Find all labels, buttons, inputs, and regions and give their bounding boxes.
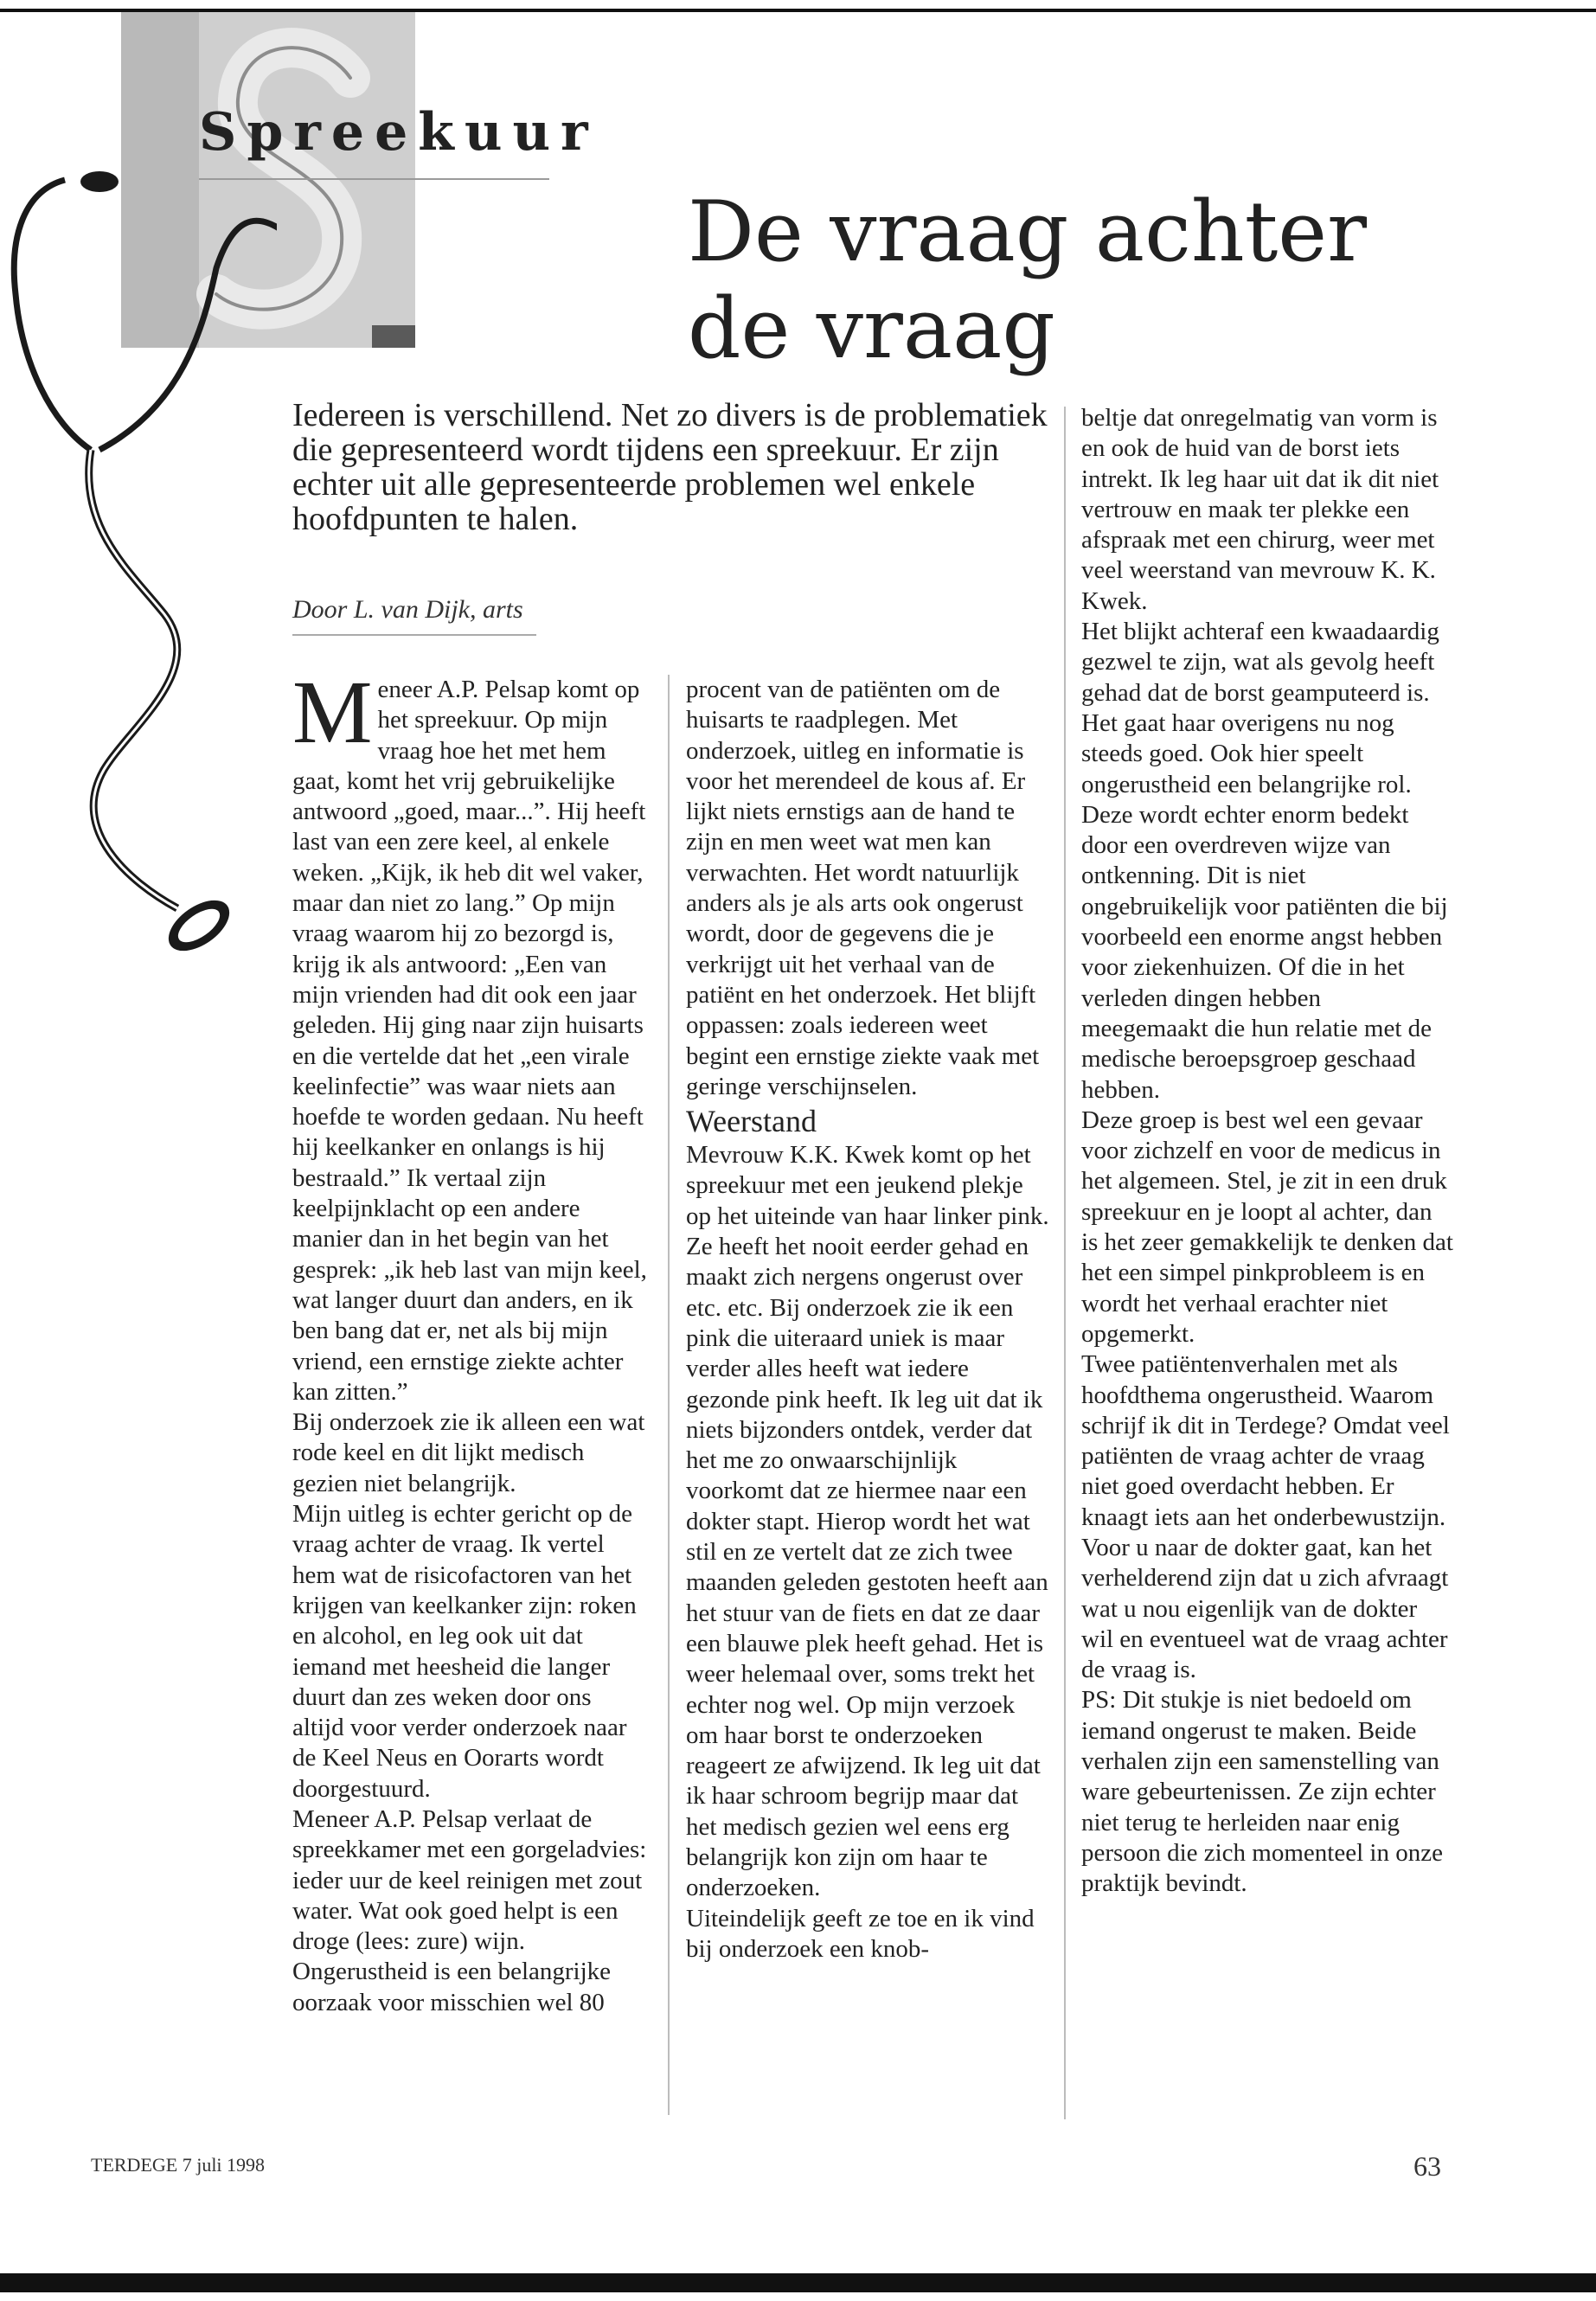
paragraph: Uiteindelijk geeft ze toe en ik vind bij onderzoek een knob- [686,1904,1035,1963]
subheading: Weerstand [686,1104,817,1139]
column-1 [292,663,647,2018]
paragraph: Deze groep is best wel een gevaar voor zichzelf en voor de medicus in het algemeen. Stel, je zit in een druk spreekuur en je loopt al achter, dan is het zeer gemakkelijk te denken dat het een simpel pinkprobleem is en wordt het verhaal erachter niet opgemerkt. [1081,1106,1453,1348]
paragraph: Het blijkt achteraf een kwaadaardig gezwel te zijn, wat als gevolg heeft gehad dat de borst geamputeerd is. Het gaat haar overigens nu nog steeds goed. Ook hier speelt ongerustheid een belangrijke rol. Deze wordt echter enorm bedekt door een overdreven wijze van ontkenning. Dit is niet ongebruikelijk voor patiënten die bij voorbeeld een enorme angst hebben voor ziekenhuizen. Of die in het verleden dingen hebben meegemaakt die hun relatie met de medische beroepsgroep geschaad hebben. [1081,618,1448,1104]
section-label: Spreekuur [199,102,599,163]
paragraph: beltje dat onregelmatig van vorm is en ook de huid van de borst iets intrekt. Ik leg haar uit dat ik dit niet vertrouw en maak ter plekke een afspraak met een chirurg, weer met veel weerstand van mevrouw K. K. Kwek. [1081,404,1439,615]
paragraph: Meneer A.P. Pelsap verlaat de spreekkamer met een gorgeladvies: ieder uur de keel reinigen met zout water. Wat ook goed helpt is een droge (lees: zure) wijn. [292,1804,647,1956]
headline-line-1: De vraag achter [688,183,1367,280]
column-divider-1 [668,675,670,2115]
publication-footer: TERDEGE 7 juli 1998 [91,2154,266,2176]
bottom-border [0,2273,1596,2292]
byline-rule [292,634,536,636]
paragraph: procent van de patiënten om de huisarts te raadplegen. Met onderzoek, uitleg en informatie is voor het merendeel de kous af. Er lijkt niets ernstigs aan de hand te zijn en men weet wat men kan verwachten. Het wordt natuurlijk anders als je als arts ook ongerust wordt, door de gegevens die je verkrijgt uit het verhaal van de patiënt en het onderzoek. Het blijft oppassen: zoals iedereen weet begint een ernstige ziekte vaak met geringe verschijnselen. [686,676,1040,1100]
stethoscope-icon [0,164,277,1038]
page-number: 63 [1413,2150,1441,2182]
article-intro: Iedereen is verschillend. Net zo divers is de problematiek die gepresenteerd wordt tijdens een spreekuur. Er zijn echter uit alle gepresenteerde problemen wel enkele hoofdpunten te halen. [292,397,1048,537]
article-headline [688,183,1466,377]
paragraph: Bij onderzoek zie ik alleen een wat rode keel en dit lijkt medisch gezien niet belangrijk. [292,1408,645,1497]
byline: Door L. van Dijk, arts [292,595,523,624]
paragraph: Meneer A.P. Pelsap komt op het spreekuur. Op mijn vraag hoe het met hem gaat, komt het vrij gebruikelijke antwoord „goed, maar...”. Hij heeft last van een zere keel, al enkele weken. „Kijk, ik heb dit wel vaker, maar dan niet zo lang.” Op mijn vraag waarom hij zo bezorgd is, krijg ik als antwoord: „Een van mijn vrienden had dit ook een jaar geleden. Hij ging naar zijn huisarts en die vertelde dat het „een virale keelinfectie” was waar niets aan hoefde te worden gedaan. Nu heeft hij keelkanker en onlangs is hij bestraald.” Ik vertaal zijn keelpijnklacht op een andere manier dan in het begin van het gesprek: „ik heb last van mijn keel, wat langer duurt dan anders, en ik ben bang dat er, net als bij mijn vriend, een ernstige ziekte achter kan zitten.” [292,663,647,1406]
column-3 [1081,403,1453,1900]
column-divider-2 [1064,407,1066,2119]
paragraph: Mevrouw K.K. Kwek komt op het spreekuur met een jeukend plekje op het uiteinde van haar linker pink. Ze heeft het nooit eerder gehad en maakt zich nergens ongerust over etc. etc. Bij onderzoek zie ik een pink die uiteraard uniek is maar verder alles heeft wat iedere gezonde pink heeft. Ik leg uit dat ik niets bijzonders ontdek, verder dat het me zo onwaarschijnlijk voorkomt dat ze hiermee naar een dokter stapt. Hierop wordt het wat stil en ze vertelt dat ze zich twee maanden geleden gestoten heeft aan het stuur van de fiets en dat ze daar een blauwe plek heeft gehad. Het is weer helemaal over, soms trekt het echter nog wel. Op mijn verzoek om haar borst te onderzoeken reageert ze afwijzend. Ik leg uit dat ik haar schroom begrijp maar dat het medisch gezien wel eens erg belangrijk kon zijn om haar te onderzoeken. [686,1141,1049,1902]
headline-line-2: de vraag [688,280,1055,377]
paragraph: Ongerustheid is een belangrijke oorzaak voor misschien wel 80 [292,1958,612,2016]
column-2 [686,675,1049,1965]
paragraph: PS: Dit stukje is niet bedoeld om iemand ongerust te maken. Beide verhalen zijn een samenstelling van ware gebeurtenissen. Ze zijn echter niet terug te herleiden naar enig persoon die zich momenteel in onze praktijk bevindt. [1081,1686,1443,1898]
paragraph: Mijn uitleg is echter gericht op de vraag achter de vraag. Ik vertel hem wat de risicofactoren van het krijgen van keelkanker zijn: roken en alcohol, en leg ook uit dat iemand met heesheid die langer duurt dan zes weken door ons altijd voor verder onderzoek naar de Keel Neus en Oorarts wordt doorgestuurd. [292,1500,637,1803]
drop-cap: M [292,663,373,762]
paragraph: Twee patiëntenverhalen met als hoofdthema ongerustheid. Waarom schrijf ik dit in Terdege? Omdat veel patiënten de vraag achter de vraag niet goed overdacht hebben. Er knaagt iets aan het onderbewustzijn. Voor u naar de dokter gaat, kan het verhelderend zijn dat u zich afvraagt wat u nou eigenlijk van de dokter wil en eventueel wat de vraag achter de vraag is. [1081,1350,1450,1684]
